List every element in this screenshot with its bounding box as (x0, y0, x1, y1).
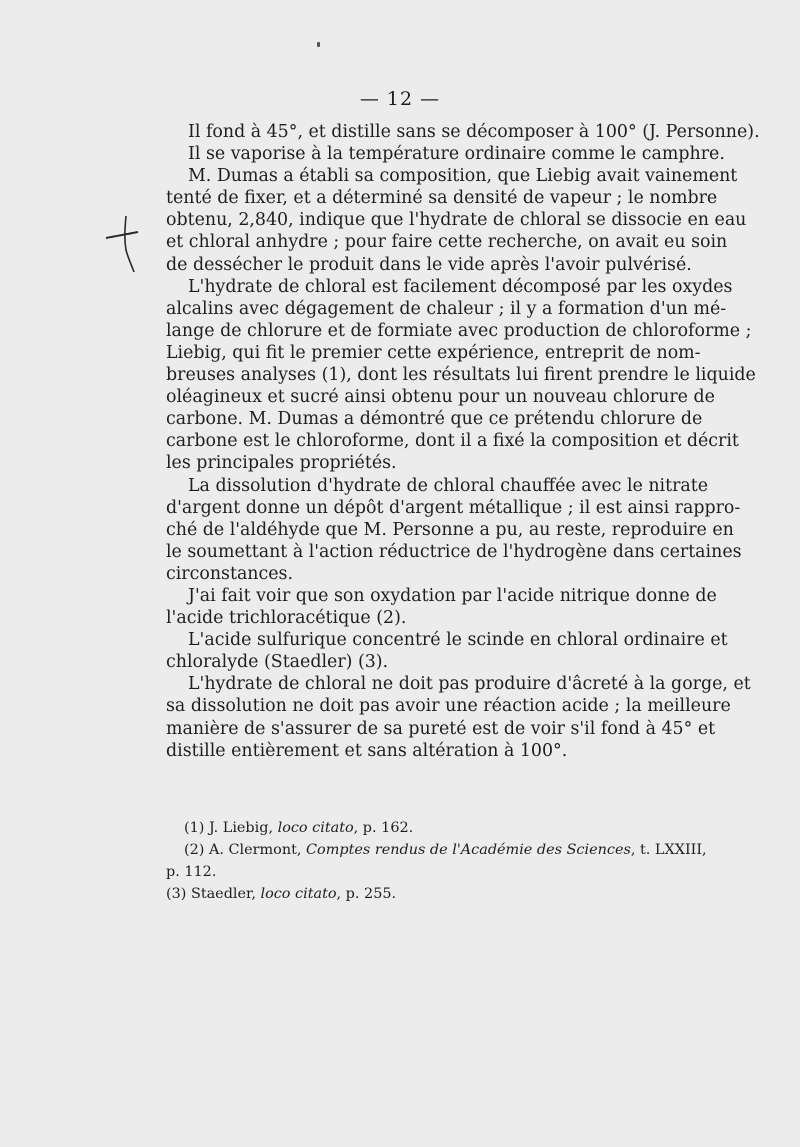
text-line: ché de l'aldéhyde que M. Personne a pu, au reste, reproduire en (166, 519, 734, 540)
text-line: carbone. M. Dumas a démontré que ce prétendu chlorure de (166, 409, 703, 430)
text-line: lange de chlorure et de formiate avec production de chloroforme ; (166, 320, 752, 341)
text-line: tenté de fixer, et a déterminé sa densité de vapeur ; le nombre (166, 188, 718, 209)
text-line: chloralyde (Staedler) (3). (166, 652, 389, 673)
text-line: les principales propriétés. (166, 453, 397, 474)
text-line: Liebig, qui fit le premier cette expérience, entreprit de nom- (166, 342, 701, 363)
text-line: carbone est le chloroforme, dont il a fixé la composition et décrit (166, 431, 739, 452)
text-line: Il fond à 45°, et distille sans se décomposer à 100° (J. Personne). (188, 122, 760, 142)
text-line: obtenu, 2,840, indique que l'hydrate de chloral se dissocie en eau (166, 210, 747, 231)
text-line: de dessécher le produit dans le vide après l'avoir pulvérisé. (166, 254, 692, 275)
footnote-2: (2) A. Clermont, Comptes rendus de l'Académie des Sciences, t. LXXIII, (184, 842, 707, 858)
footnotes (166, 817, 707, 905)
text-line: oléagineux et sucré ainsi obtenu pour un nouveau chlorure de (166, 387, 715, 408)
text-line: L'hydrate de chloral ne doit pas produire d'âcreté à la gorge, et (188, 674, 751, 695)
text-line: L'hydrate de chloral est facilement décomposé par les oxydes (188, 276, 733, 297)
text-line: L'acide sulfurique concentré le scinde en chloral ordinaire et (188, 630, 728, 651)
footnote-2-continuation: p. 112. (166, 864, 217, 880)
text-line: alcalins avec dégagement de chaleur ; il y a formation d'un mé- (166, 298, 727, 319)
text-line: d'argent donne un dépôt d'argent métallique ; il est ainsi rappro- (166, 497, 741, 518)
text-line: manière de s'assurer de sa pureté est de voir s'il fond à 45° et (166, 718, 716, 739)
text-line: sa dissolution ne doit pas avoir une réaction acide ; la meilleure (166, 696, 731, 717)
text-line: Il se vaporise à la température ordinaire comme le camphre. (188, 144, 725, 165)
text-line: distille entièrement et sans altération à 100°. (166, 740, 568, 761)
text-line: le soumettant à l'action réductrice de l'hydrogène dans certaines (166, 541, 742, 562)
body-text (166, 121, 760, 762)
text-line: circonstances. (166, 563, 293, 584)
text-line: La dissolution d'hydrate de chloral chauffée avec le nitrate (188, 475, 709, 496)
footnote-3: (3) Staedler, loco citato, p. 255. (166, 886, 397, 902)
text-line: J'ai fait voir que son oxydation par l'acide nitrique donne de (188, 585, 717, 606)
ink-speck (317, 42, 320, 47)
page-number: — 12 — (359, 88, 441, 110)
text-line: M. Dumas a établi sa composition, que Liebig avait vainement (188, 166, 738, 187)
handwritten-cross-mark (104, 214, 140, 274)
text-line: et chloral anhydre ; pour faire cette recherche, on avait eu soin (166, 232, 728, 253)
footnote-1: (1) J. Liebig, loco citato, p. 162. (184, 820, 414, 836)
text-line: breuses analyses (1), dont les résultats lui firent prendre le liquide (166, 365, 756, 386)
text-line: l'acide trichloracétique (2). (166, 608, 407, 629)
